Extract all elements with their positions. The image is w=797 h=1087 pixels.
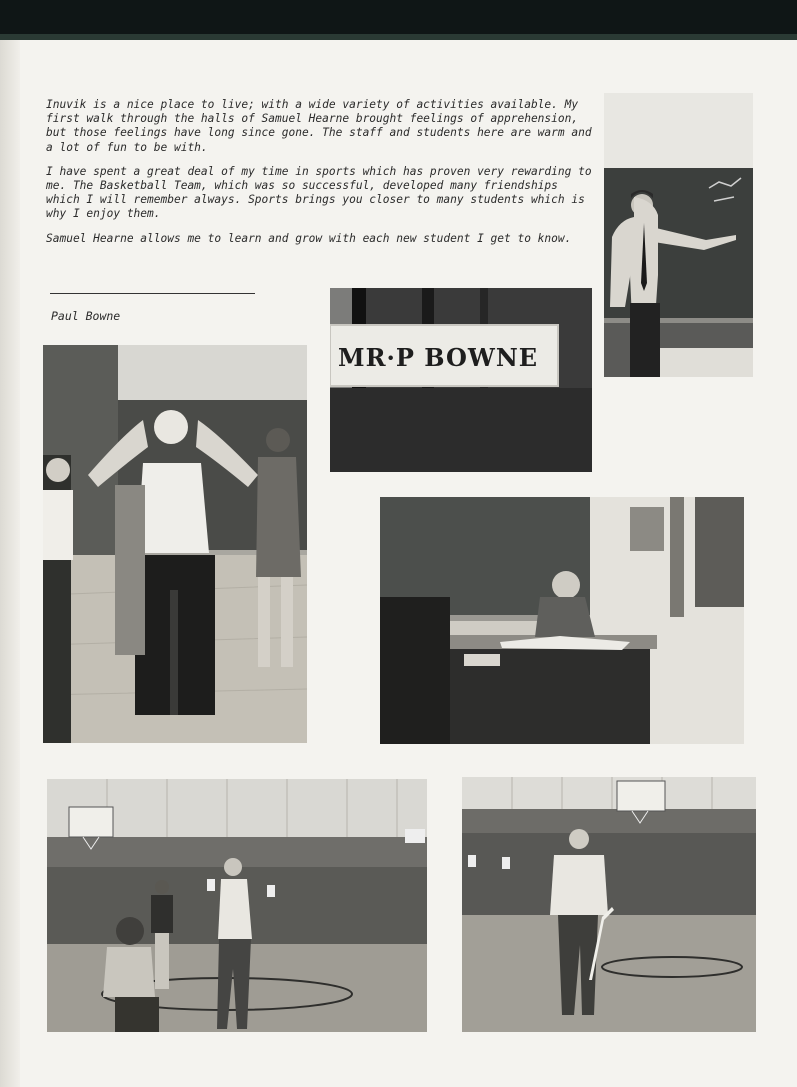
signature-line	[50, 293, 255, 294]
essay-paragraph-3: Samuel Hearne allows me to learn and grow with each new student I get to know.	[46, 231, 572, 245]
photo-gym-court-players	[47, 779, 427, 1032]
photo-gym-man-with-stick	[462, 777, 756, 1032]
photo-door-name-sign	[330, 288, 592, 472]
photo-coach-in-gym	[43, 345, 307, 743]
photo-teacher-at-chalkboard	[604, 93, 753, 377]
essay-paragraph-1: Inuvik is a nice place to live; with a wide variety of activities available. My first walk through the halls of Samuel Hearne brought feelings of apprehension, but those feelings have long since gone. The staff and students here are warm and a lot of fun to be with.	[46, 98, 592, 154]
photo-teacher-at-desk	[380, 497, 744, 744]
essay-text	[46, 98, 596, 256]
door-sign-text: MR·P BOWNE	[338, 343, 539, 372]
page-binding-edge	[0, 40, 20, 1087]
signature-name: Paul Bowne	[51, 309, 121, 323]
essay-paragraph-2: I have spent a great deal of my time in sports which has proven very rewarding to me. The Basketball Team, which was so successful, developed many friendships which I will remember always. Sports brings you closer to many students which is why I enjoy them.	[46, 164, 592, 221]
page-top-edge	[0, 0, 797, 40]
